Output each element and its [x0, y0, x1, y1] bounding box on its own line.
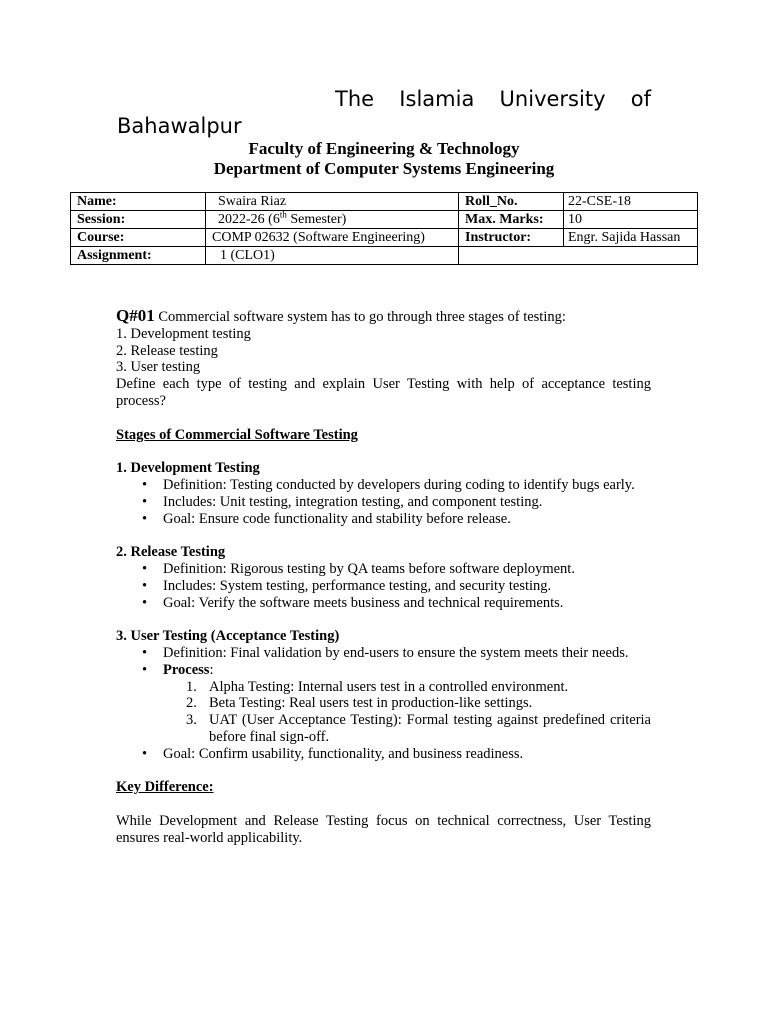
course-value: COMP 02632 (Software Engineering)	[206, 229, 459, 247]
faculty-title: Faculty of Engineering & Technology	[248, 139, 520, 158]
table-row	[71, 211, 698, 229]
step-text: Alpha Testing: Internal users test in a controlled environment.	[209, 678, 569, 695]
assignment-label: Assignment:	[71, 247, 206, 265]
process-label: Process	[163, 661, 210, 678]
university-name: The Islamia University of	[335, 87, 651, 111]
table-row	[71, 229, 698, 247]
list-item: • Definition: Rigorous testing by QA teams before software deployment.	[163, 561, 651, 578]
process-item	[163, 662, 651, 746]
dev-testing-list	[116, 477, 651, 527]
question-prompt: Define each type of testing and explain User Testing with help of acceptance testing process?	[116, 376, 651, 409]
session-value-pre: 2022-26 (6	[218, 212, 280, 227]
university-city: Bahawalpur	[117, 114, 242, 138]
user-testing-list	[116, 645, 651, 763]
assignment-body	[116, 308, 651, 847]
list-item: • Definition: Final validation by end-users to ensure the system meets their needs.	[163, 645, 651, 662]
process-colon: :	[209, 661, 214, 678]
department-title: Department of Computer Systems Engineering	[213, 159, 555, 178]
list-item: • Goal: Verify the software meets business and technical requirements.	[163, 595, 651, 612]
session-value-sup: th	[279, 209, 287, 220]
instructor-label: Instructor:	[459, 229, 564, 247]
question-label: Q#01	[116, 306, 155, 325]
question-item: 3. User testing	[116, 359, 201, 376]
release-testing-list	[116, 561, 651, 611]
list-item: • Goal: Confirm usability, functionality, and business readiness.	[163, 746, 651, 763]
list-item: • Definition: Testing conducted by developers during coding to identify bugs early.	[163, 477, 651, 494]
session-value-post: Semester)	[286, 212, 347, 227]
table-row	[71, 247, 698, 265]
session-label: Session:	[71, 211, 206, 229]
step-number: 2.	[186, 695, 197, 712]
roll-label: Roll_No.	[459, 193, 564, 211]
name-value: Swaira Riaz	[206, 193, 459, 211]
list-item: • Includes: System testing, performance testing, and security testing.	[163, 578, 651, 595]
instructor-value: Engr. Sajida Hassan	[564, 229, 698, 247]
step-text: UAT (User Acceptance Testing): Formal testing against predefined criteria before final sign-off.	[209, 712, 651, 745]
step-text: Beta Testing: Real users test in production-like settings.	[209, 695, 533, 712]
table-row	[71, 193, 698, 211]
question-item: 1. Development testing	[116, 325, 251, 342]
assignment-value: 1 (CLO1)	[206, 247, 459, 265]
university-title	[117, 86, 651, 140]
key-difference-title: Key Difference:	[116, 779, 214, 796]
question-text: Commercial software system has to go through three stages of testing:	[154, 309, 566, 325]
list-item	[186, 695, 651, 712]
step-number: 3.	[186, 712, 197, 729]
key-difference-text: While Development and Release Testing focus on technical correctness, User Testing ensures real-world applicability.	[116, 812, 651, 846]
question-item: 2. Release testing	[116, 342, 218, 359]
roll-value: 22-CSE-18	[564, 193, 698, 211]
list-item: • Goal: Ensure code functionality and stability before release.	[163, 511, 651, 528]
user-testing-heading: 3. User Testing (Acceptance Testing)	[116, 628, 340, 645]
marks-label: Max. Marks:	[459, 211, 564, 229]
question-line	[116, 308, 651, 326]
empty-cell	[459, 247, 698, 265]
course-label: Course:	[71, 229, 206, 247]
answer-title: Stages of Commercial Software Testing	[116, 426, 358, 443]
list-item	[186, 712, 651, 746]
session-value	[206, 211, 459, 229]
list-item	[186, 678, 651, 696]
list-item: • Includes: Unit testing, integration testing, and component testing.	[163, 494, 651, 511]
release-testing-heading: 2. Release Testing	[116, 544, 226, 561]
dev-testing-heading: 1. Development Testing	[116, 460, 260, 477]
process-steps	[163, 679, 651, 746]
student-info-table	[70, 192, 698, 265]
marks-value: 10	[564, 211, 698, 229]
step-number: 1.	[186, 678, 197, 695]
name-label: Name:	[71, 193, 206, 211]
